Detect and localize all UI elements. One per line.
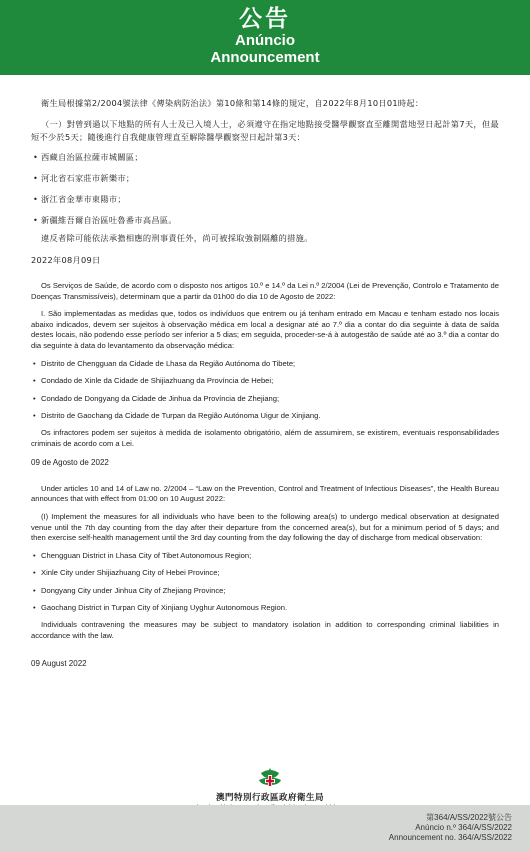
list-item: • 新疆維吾爾自治區吐魯番市高昌區。 [31,214,499,227]
list-item: • Dongyang City under Jinhua City of Zhejiang Province; [31,586,499,597]
health-bureau-logo-block [170,767,370,809]
announcement-numbers [389,813,512,843]
en-intro: Under articles 10 and 14 of Law no. 2/2004 – “Law on the Prevention, Control and Treatment of Infectious Diseases”, the Health Bureau announces that with effect from 01:00 on 10 August 2022: [31,483,499,504]
announcement-body [31,97,499,670]
number-chinese: 第364/A/SS/2022號公告 [426,813,512,822]
title-english: Announcement [210,49,320,66]
list-item: • 浙江省金華市東陽市； [31,193,499,206]
number-english: Announcement no. 364/A/SS/2022 [388,833,512,842]
title-portuguese: Anúncio [235,32,295,49]
title-chinese: 公告 [239,6,291,32]
en-measure: (I) Implement the measures for all individuals who have been to the following area(s) to undergo medical observation at designated venue until the 7th day counting from the day after their departure from the concerned area(s), but for a minimum period of 5 days; and then exercise self-health management until the 3rd day counting from the day following the day of discharge from medical observation: [31,511,499,543]
footer-org-chinese: 澳門特別行政區政府衛生局 [215,793,324,803]
zh-date: 2022年08月09日 [31,255,101,265]
announcement-number-bar [0,805,530,852]
zh-intro: 衛生局根據第2/2004號法律《傳染病防治法》第10條和第14條的規定，自2022年8月10日01時起： [41,98,424,108]
list-item: • Condado de Xinle da Cidade de Shijiazhuang da Província de Hebei; [31,376,499,387]
en-date: 09 August 2022 [31,659,87,669]
zh-closing: 違反者除可能依法承擔相應的刑事責任外，尚可被採取強制隔離的措施。 [41,233,313,243]
en-places-list [31,551,499,614]
health-bureau-emblem-icon [257,767,283,789]
list-item: • Gaochang District in Turpan City of Xinjiang Uyghur Autonomous Region. [31,603,499,614]
list-item: • Distrito de Chengguan da Cidade de Lhasa da Região Autónoma do Tibete; [31,359,499,370]
pt-intro: Os Serviços de Saúde, de acordo com o disposto nos artigos 10.º e 14.º da Lei n.º 2/2004 (Lei de Prevenção, Controlo e Tratamento de Doenças Transmissíveis), determinam que a partir da 01h00 do dia 10 de Agosto de 2022: [31,281,499,301]
list-item: • Chengguan District in Lhasa City of Tibet Autonomous Region; [31,551,499,562]
list-item: • Xinle City under Shijiazhuang City of Hebei Province; [31,568,499,579]
zh-places-list [31,151,499,227]
list-item: • 河北省石家莊市新樂市； [31,172,499,185]
pt-measure: I. São implementadas as medidas que, todos os indivíduos que entrem ou já tenham entrado em Macau e tenham estado nos locais abaixo indicados, devem ser sujeitos à observação médica em local a designar até ao 7.º dia a contar do dia seguinte à data de saída destes locais, não podendo esse período ser inferior a 5 dias; em seguida, proceder-se-á à autogestão de saúde até ao 3.º dia a contar do dia seguinte à data do levantamento da observação médica: [31,309,499,350]
announcement-header [0,0,530,75]
number-portuguese: Anúncio n.º 364/A/SS/2022 [415,823,512,832]
pt-closing: Os infractores podem ser sujeitos à medida de isolamento obrigatório, além de assumirem, se existirem, eventuais responsabilidades criminais de acordo com a Lei. [31,427,499,448]
pt-date: 09 de Agosto de 2022 [31,458,109,468]
zh-measure: （一）對曾到過以下地點的所有人士及已入境人士，必須遵守在指定地點接受醫學觀察直至離開當地翌日起計第7天，但最短不少於5天；隨後進行自我健康管理直至解除醫學觀察翌日起計第3天： [31,119,499,142]
en-closing: Individuals contravening the measures may be subject to mandatory isolation in addition to corresponding criminal liabilities in accordance with the law. [31,620,499,640]
list-item: • Condado de Dongyang da Cidade de Jinhua da Província de Zhejiang; [31,394,499,405]
list-item: • Distrito de Gaochang da Cidade de Turpan da Região Autónoma Uigur de Xinjiang. [31,411,499,422]
list-item: • 西藏自治區拉薩市城關區； [31,151,499,164]
pt-places-list [31,359,499,422]
